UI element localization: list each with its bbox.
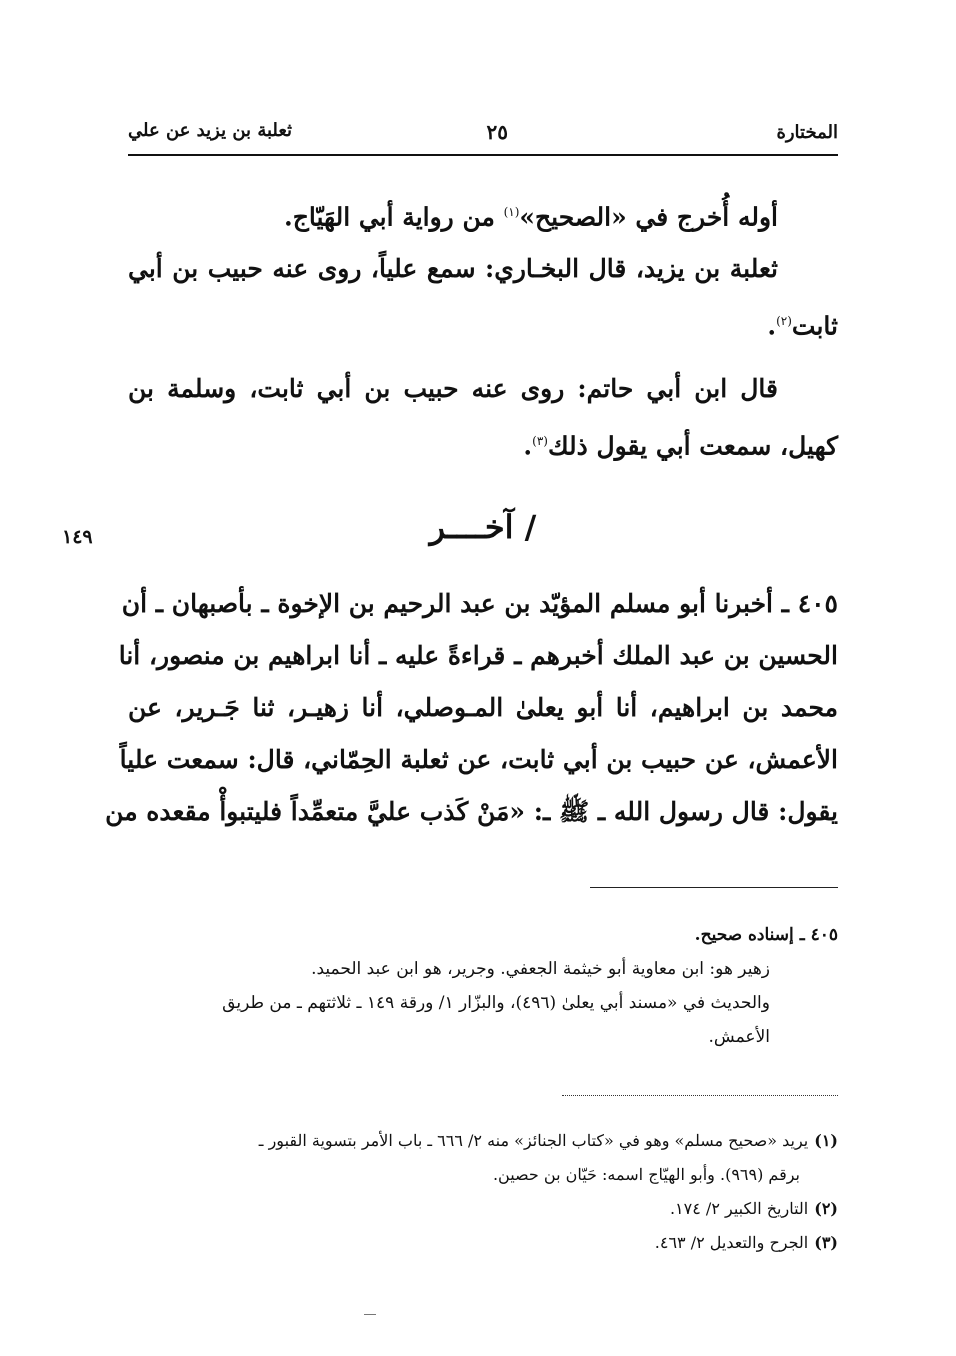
paragraph-3	[128, 363, 838, 472]
footnote-ref-1: (١)	[503, 205, 520, 219]
bottom-mark	[364, 1314, 376, 1315]
paragraph-2-text: ثعلبة بن يزيد، قال البخـاري: سمع علياً، روى عنه حبيب بن أبي ثابت	[128, 254, 838, 341]
footnote-text: يريد «صحيح مسلم» وهو في «كتاب الجنائز» منه ٢/ ٦٦٦ ـ باب الأمر بتسوية القبور ـ	[258, 1131, 809, 1150]
footnote-ref-3: (٣)	[532, 433, 548, 448]
paragraph-3-text: قال ابن أبي حاتم: روى عنه حبيب بن أبي ثابت، وسلمة بن كهيل، سمعت أبي يقول ذلك	[128, 373, 838, 460]
main-text	[128, 186, 838, 472]
paragraph-2-text-end: .	[767, 311, 777, 341]
hadith-line: الأعمش، عن حبيب بن أبي ثابت، عن ثعلبة الحِمّاني، قال: سمعت علياً	[119, 745, 838, 774]
paragraph-3-text-end: .	[523, 430, 533, 460]
hadith-line: الحسين بن عبد الملك أخبرهم ـ قراءةً عليه ـ أنا ابراهيم بن منصور، أنا	[118, 641, 838, 670]
takhrij-line: زهير هو: ابن معاوية أبو خيثمة الجعفي. وجرير، هو ابن عبد الحميد.	[311, 959, 770, 979]
header-rule	[128, 154, 838, 156]
chapter-title: ثعلبة بن يزيد عن علي	[128, 120, 293, 141]
footnote-3	[128, 1226, 838, 1260]
footnote-1	[128, 1124, 838, 1158]
section-heading: / آخــــر	[429, 508, 537, 546]
footnotes-separator	[562, 1095, 838, 1096]
margin-page-number: ١٤٩	[62, 526, 93, 548]
hadith-line: يقول: قال رسول الله ـ ﷺ ـ: «مَنْ كَذب عليَّ متعمِّداً فليتبوأْ مقعده من	[105, 797, 838, 826]
footnote-text: التاريخ الكبير ٢/ ١٧٤.	[669, 1199, 809, 1218]
hadith-line: محمد بن ابراهيم، أنا أبو يعلىٰ المـوصلي، أنا زهيـر، ثنا جَـرير، عن	[128, 693, 838, 722]
footnote-number: (٣)	[814, 1233, 838, 1252]
footnote-text: الجرح والتعديل ٢/ ٤٦٣.	[654, 1233, 809, 1252]
page-number: ٢٥	[486, 120, 508, 144]
hadith-405	[105, 578, 838, 838]
takhrij-line: والحديث في «مسند أبي يعلىٰ (٤٩٦)، والبزّار ١/ ورقة ١٤٩ ـ ثلاثتهم ـ من طريق	[222, 993, 770, 1013]
takhrij-notes	[128, 918, 838, 1054]
paragraph-1-text-end: من رواية أبي الهَيّاج.	[284, 202, 504, 232]
paragraph-2	[128, 243, 838, 352]
notes-separator	[590, 887, 838, 888]
footnote-number: (٢)	[814, 1199, 838, 1218]
running-header	[128, 118, 838, 158]
footnote-ref-2: (٢)	[776, 314, 792, 329]
takhrij-line: الأعمش.	[708, 1027, 770, 1047]
footnote-number: (١)	[814, 1131, 838, 1150]
hadith-line: ٤٠٥ ـ أخبرنا أبو مسلم المؤيّد بن عبد الرحيم بن الإخوة ـ بأصبهان ـ أن	[121, 589, 838, 618]
takhrij-line: ٤٠٥ ـ إسناده صحيح.	[694, 925, 838, 945]
footnotes	[128, 1124, 838, 1260]
paragraph-1	[128, 186, 838, 243]
footnote-1-continuation: برقم (٩٦٩). وأبو الهيّاج اسمه: حَيّان بن حصين.	[492, 1165, 800, 1184]
paragraph-1-text: أوله أُخرج في «الصحيح»	[519, 202, 778, 232]
footnote-2	[128, 1192, 838, 1226]
book-title: المختارة	[776, 122, 838, 143]
